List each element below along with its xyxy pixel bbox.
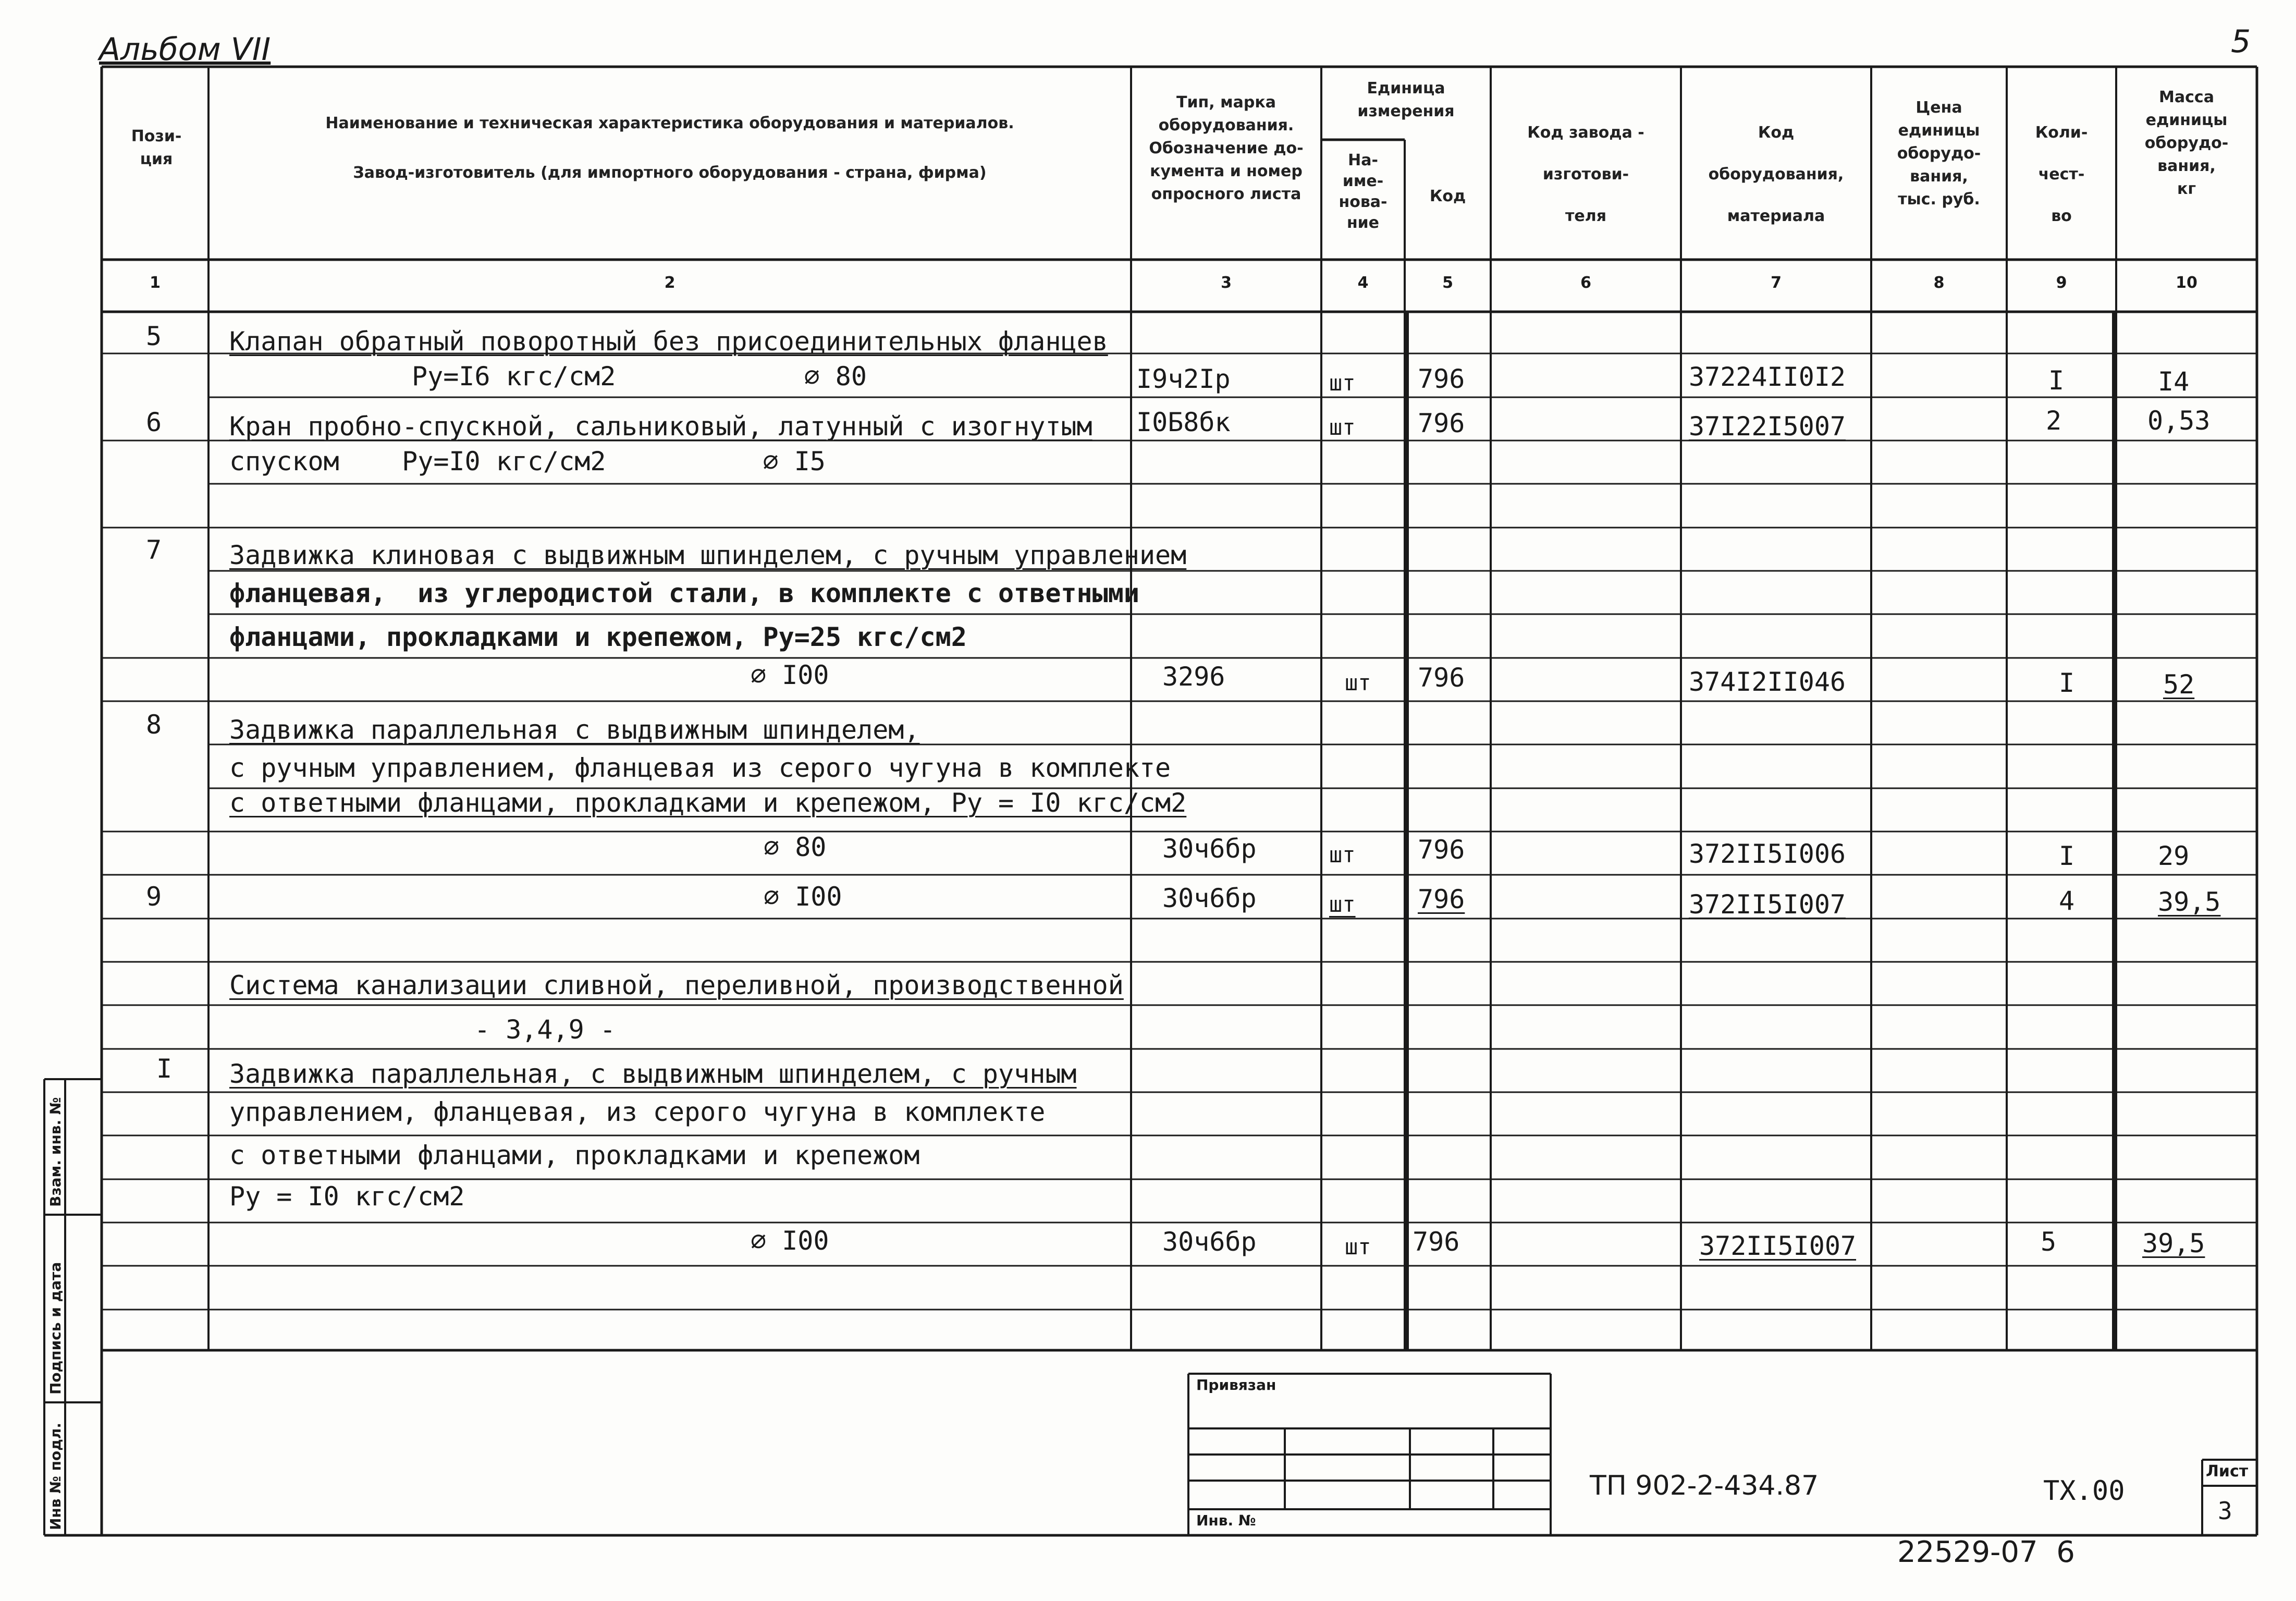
row-position: 7 [146, 535, 162, 565]
header-name-line2: Завод-изготовитель (для импортного оборудования - страна, фирма) [353, 164, 987, 182]
row-description: Задвижка параллельная, с выдвижным шпинделем, с ручным [229, 1059, 1077, 1089]
row-description: Ру = I0 кгс/см2 [229, 1181, 465, 1212]
row-description: фланцевая, из углеродистой стали, в комплекте с ответными [229, 578, 1139, 608]
header-factory-code: Код завода - изготови- теля [1527, 124, 1644, 225]
stamp-privyazan: Привязан [1196, 1376, 1276, 1394]
header-equip-code: Код оборудования, материала [1708, 124, 1844, 225]
colnum-7: 7 [1771, 274, 1782, 292]
row-qty: 2 [2046, 406, 2062, 436]
row-unit-code: 796 [1413, 1227, 1460, 1257]
page-number: 5 [2231, 23, 2251, 60]
row-position: 8 [146, 710, 162, 740]
row-description: спуском Ру=I0 кгс/см2 ∅ I5 [229, 446, 826, 476]
row-type: 30ч6бр [1162, 883, 1257, 913]
header-type: Тип, марка оборудования. Обозначение до- кумента и номер опросного листа [1149, 93, 1304, 203]
header-qty: Коли- чест- во [2035, 124, 2088, 225]
row-description: фланцами, прокладками и крепежом, Ру=25 кгс/см2 [229, 622, 967, 652]
row-unit: шт [1329, 891, 1356, 917]
colnum-6: 6 [1580, 274, 1591, 292]
row-description: ∅ I00 [764, 882, 842, 912]
row-unit-code: 796 [1418, 835, 1465, 865]
row-type: I9ч2Iр [1136, 364, 1231, 394]
header-name-line1: Наименование и техническая характеристика оборудования и материалов. [325, 114, 1014, 132]
row-mass: 39,5 [2158, 887, 2221, 917]
section-title: Система канализации сливной, переливной, производственной [229, 970, 1124, 1000]
row-position: 9 [146, 882, 162, 912]
row-position: 6 [146, 407, 162, 437]
row-description: Задвижка клиновая с выдвижным шпинделем, с ручным управлением [229, 540, 1187, 570]
row-equip-code: 372II5I007 [1689, 889, 1846, 920]
row-qty: I [2059, 841, 2075, 871]
row-description: с ответными фланцами, прокладками и крепежом [229, 1140, 920, 1170]
row-equip-code: 37224II0I2 [1689, 362, 1846, 392]
header-unit: Единица измерения [1357, 79, 1455, 120]
row-unit-code: 796 [1418, 663, 1465, 693]
colnum-5: 5 [1442, 274, 1453, 292]
sheet-code: ТХ.00 [2043, 1475, 2125, 1507]
header-position: Пози- ция [131, 127, 182, 168]
row-equip-code: 372II5I007 [1699, 1231, 1857, 1261]
row-qty: 5 [2041, 1227, 2057, 1257]
album-label: Альбом VII [99, 31, 271, 68]
colnum-3: 3 [1221, 274, 1232, 292]
section-subtitle: - 3,4,9 - [474, 1015, 616, 1045]
document-code: ТП 902-2-434.87 [1590, 1470, 1819, 1501]
row-description: Задвижка параллельная с выдвижным шпинделем, [229, 715, 920, 745]
row-unit: шт [1345, 670, 1371, 695]
row-type: 3296 [1162, 662, 1225, 692]
row-qty: I [2059, 668, 2075, 698]
row-type: I0Б8бк [1136, 407, 1231, 437]
header-unit-code: Код [1429, 187, 1466, 205]
row-description: ∅ I00 [751, 1226, 829, 1256]
row-description: Кран пробно-спускной, сальниковый, латунный с изогнутым [229, 411, 1092, 442]
row-description: с ответными фланцами, прокладками и крепежом, Ру = I0 кгс/см2 [229, 788, 1187, 818]
row-unit: шт [1329, 414, 1356, 440]
row-qty: I [2048, 365, 2065, 396]
sheet-label: Лист [2206, 1462, 2249, 1481]
colnum-4: 4 [1357, 274, 1369, 292]
side-label-inv-original: Инв № подл. [47, 1422, 64, 1530]
row-description: управлением, фланцевая, из серого чугуна в комплекте [229, 1097, 1046, 1127]
colnum-10: 10 [2176, 274, 2197, 292]
row-unit-code: 796 [1418, 884, 1465, 914]
stamp-inv-no: Инв. № [1196, 1512, 1256, 1529]
row-mass: 52 [2163, 669, 2195, 700]
row-equip-code: 374I2II046 [1689, 667, 1846, 697]
row-mass: I4 [2158, 366, 2190, 397]
row-position: I [156, 1054, 173, 1084]
header-price: Цена единицы оборудо- вания, тыс. руб. [1897, 99, 1981, 209]
row-type: 30ч6бр [1162, 1227, 1257, 1257]
row-unit: шт [1329, 370, 1356, 396]
row-position: 5 [146, 321, 162, 351]
colnum-2: 2 [664, 274, 676, 292]
row-mass: 39,5 [2142, 1228, 2205, 1258]
row-unit: шт [1345, 1234, 1371, 1260]
header-unit-name: На- име- нова- ние [1339, 151, 1388, 232]
row-unit-code: 796 [1418, 364, 1465, 394]
row-description: ∅ I00 [751, 660, 829, 690]
colnum-1: 1 [150, 274, 161, 292]
row-mass: 0,53 [2147, 406, 2211, 436]
row-equip-code: 37I22I5007 [1689, 411, 1846, 442]
row-unit: шт [1329, 842, 1356, 867]
colnum-9: 9 [2056, 274, 2067, 292]
row-description: ∅ 80 [764, 832, 827, 862]
row-type: 30ч6бр [1162, 834, 1257, 864]
row-equip-code: 372II5I006 [1689, 839, 1846, 869]
row-qty: 4 [2059, 886, 2075, 916]
row-description: с ручным управлением, фланцевая из серого чугуна в комплекте [229, 753, 1171, 783]
row-description: Ру=I6 кгс/см2 ∅ 80 [412, 361, 867, 392]
footer-number: 22529-07 6 [1897, 1535, 2075, 1569]
row-mass: 29 [2158, 841, 2190, 871]
header-mass: Масса единицы оборудо- вания, кг [2144, 88, 2229, 198]
sheet-number: 3 [2218, 1497, 2232, 1525]
row-description: Клапан обратный поворотный без присоединительных фланцев [229, 326, 1108, 357]
row-unit-code: 796 [1418, 408, 1465, 438]
side-label-replace-inv: Взам. инв. № [47, 1097, 64, 1207]
colnum-8: 8 [1933, 274, 1945, 292]
side-label-signature-date: Подпись и дата [47, 1262, 64, 1395]
